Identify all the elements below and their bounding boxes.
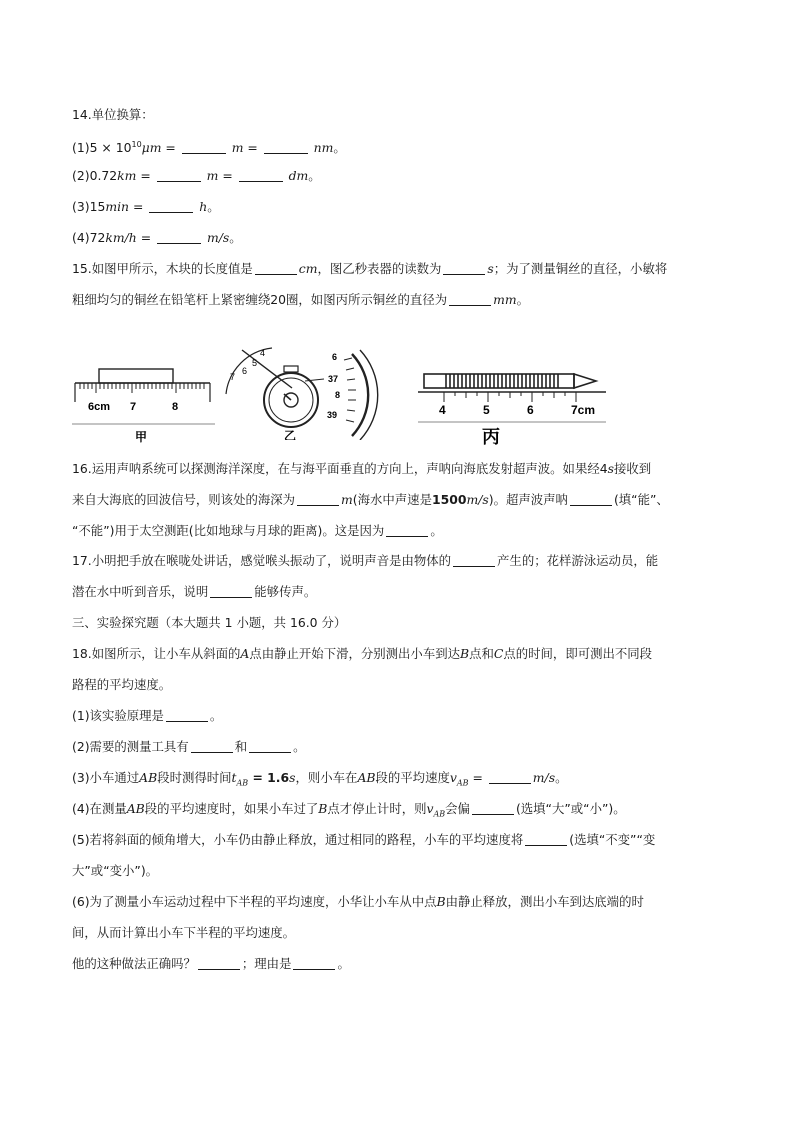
- q14-p2-unit-km: km: [117, 168, 137, 183]
- q18-s3-text-e: 段的平均速度: [375, 770, 450, 785]
- ruler-tick-7: 7: [130, 401, 137, 413]
- q18-s3-end: 。: [555, 770, 568, 785]
- answer-blank[interactable]: [239, 168, 283, 182]
- q18-s1-end: 。: [209, 708, 223, 723]
- q14-p1-eq2: =: [243, 140, 262, 156]
- q18-s1-text: (1)该实验原理是: [72, 708, 164, 723]
- ruler-tick-8: 8: [172, 401, 179, 413]
- stopwatch-figure: [220, 336, 400, 440]
- q14-p2-eq2: =: [218, 168, 237, 183]
- q16-text-2c: )。超声波声呐: [488, 492, 568, 507]
- q18-s4-v-var: v: [426, 801, 434, 816]
- q18-s2-text: (2)需要的测量工具有: [72, 739, 189, 754]
- q18-point-b: B: [460, 646, 470, 661]
- q18-s3-text-b: 段时测得时间: [157, 770, 232, 785]
- answer-blank[interactable]: [264, 140, 308, 154]
- q16-time-unit: s: [607, 461, 614, 476]
- q14-p1-unit-nm: nm: [313, 140, 334, 156]
- q18-s3-t-var: t: [231, 770, 237, 785]
- q15-text-1c: ；为了测量铜丝的直径，小敏将: [493, 261, 668, 276]
- ruler-tick-6cm: 6cm: [88, 401, 111, 413]
- q18-s6-text-b: 由静止释放，测出小车到达底端的时: [445, 894, 644, 909]
- q16-text-1b: 接收到: [613, 461, 652, 476]
- q14-p4-unit-kmh: km/h: [105, 230, 137, 245]
- figure-caption-jia: 甲: [135, 430, 148, 444]
- q18-line2: [72, 676, 171, 694]
- q18-sub6-line3: [72, 955, 350, 973]
- q14-p1-eq1: =: [161, 140, 180, 156]
- q18-sub1: [72, 707, 222, 725]
- q14-p3-expr: 15: [89, 199, 106, 214]
- q14-p4-expr: 72: [89, 230, 106, 245]
- q15-unit-cm: cm: [298, 261, 318, 276]
- q18-s3-time-value: = 1.6: [248, 770, 290, 785]
- q18-sub3: [72, 769, 567, 792]
- stopwatch-sec-8: 8: [335, 390, 341, 400]
- q14-p1-exponent: 10: [131, 140, 142, 149]
- q17-text-1a: 17.小明把手放在喉咙处讲话，感觉喉头振动了，说明声音是由物体的: [72, 553, 452, 568]
- q17-text-2a: 潜在水中听到音乐，说明: [72, 584, 209, 599]
- q16-text-1a: 16.运用声呐系统可以探测海洋深度，在与海平面垂直的方向上，声呐向海底发射超声波。如果经: [72, 461, 600, 476]
- q16-text-2d: (填“能”、: [613, 492, 669, 507]
- q18-s6-text-e: ；理由是: [241, 956, 292, 971]
- answer-blank[interactable]: [489, 770, 531, 784]
- q18-s3-ab: AB: [139, 770, 158, 785]
- stopwatch-min-6: 6: [242, 366, 248, 376]
- q14-part1: [72, 136, 346, 157]
- q18-s4-v-sub: AB: [433, 809, 446, 819]
- stopwatch-sec-37: 37: [328, 374, 339, 384]
- answer-blank[interactable]: [149, 199, 193, 213]
- q18-s6-text-a: (6)为了测量小车运动过程中下半程的平均速度，小华让小车从中点: [72, 894, 437, 909]
- q18-s4-ab: AB: [126, 801, 145, 816]
- q17-line2: [72, 583, 316, 601]
- q14-p4-num: (4): [72, 230, 90, 245]
- q16-unit-m: m: [341, 492, 353, 507]
- q18-s6-end: 。: [337, 956, 350, 971]
- q18-s4-point-b: B: [318, 801, 328, 816]
- q15-figures: [60, 344, 620, 448]
- q18-s4-text-c: 点才停止计时，则: [327, 801, 427, 816]
- pencil-ruler-tick-4: 4: [439, 403, 446, 417]
- q14-p1-expr: 5 × 10: [89, 140, 132, 156]
- q16-line2: [72, 491, 669, 509]
- q18-s3-v-var: v: [449, 770, 457, 785]
- figure-caption-yi: 乙: [284, 429, 297, 440]
- q14-title: [72, 106, 154, 124]
- q18-sub6-line1: [72, 893, 644, 911]
- stopwatch-min-5: 5: [252, 358, 258, 368]
- q18-text-1c: 点和: [469, 646, 494, 661]
- q18-s4-text-d: 会偏: [445, 801, 470, 816]
- q18-s3-t-sub: AB: [236, 778, 249, 788]
- q17-line1: [72, 552, 658, 570]
- q18-sub5-line2: [72, 862, 158, 880]
- q18-text-1d: 点的时间，即可测出不同段: [503, 646, 653, 661]
- pencil-ruler-tick-6: 6: [527, 403, 534, 417]
- q18-text-2: 路程的平均速度。: [72, 677, 172, 692]
- q14-p1-unit-m: m: [231, 140, 244, 156]
- q18-s4-text-b: 段的平均速度时，如果小车过了: [144, 801, 319, 816]
- answer-blank[interactable]: [210, 584, 252, 598]
- q18-s3-ab-2: AB: [357, 770, 376, 785]
- q18-s5-text-a: (5)若将斜面的倾角增大，小车仍由静止释放，通过相同的路程，小车的平均速度将: [72, 832, 524, 847]
- q18-s6-point-b: B: [436, 894, 446, 909]
- q18-s6-text-d: 他的这种做法正确吗？: [72, 956, 196, 971]
- q14-p1-unit-um: μm: [141, 140, 162, 156]
- pencil-ruler-tick-5: 5: [483, 403, 490, 417]
- q14-p3-eq1: =: [129, 199, 148, 214]
- stopwatch-min-4: 4: [260, 348, 266, 358]
- q16-text-3b: 。: [430, 523, 443, 538]
- section-3-title: 三、实验探究题（本大题共 1 小题，共 16.0 分）: [72, 615, 347, 630]
- q14-p3-unit-h: h: [199, 199, 208, 214]
- q17-text-1b: 产生的；花样游泳运动员，能: [497, 553, 659, 568]
- q15-text-2a: 粗细均匀的铜丝在铅笔杆上紧密缠绕20圈，如图丙所示铜丝的直径为: [72, 292, 448, 307]
- q16-speed-unit: m/s: [466, 492, 489, 507]
- q14-p2-unit-dm: dm: [288, 168, 309, 183]
- answer-blank[interactable]: [297, 492, 339, 506]
- q18-s3-unit-ms: m/s: [532, 770, 556, 785]
- answer-blank[interactable]: [198, 956, 240, 970]
- answer-blank[interactable]: [255, 261, 297, 275]
- q14-p3-end: 。: [207, 199, 220, 214]
- q14-p3-unit-min: min: [105, 199, 130, 214]
- q14-title-text: 14.单位换算：: [72, 107, 154, 122]
- answer-blank[interactable]: [386, 523, 428, 537]
- q14-p4-end: 。: [229, 230, 242, 245]
- q18-sub6-line2: [72, 924, 295, 942]
- q15-text-2b: 。: [516, 292, 529, 307]
- q14-part4: [72, 229, 242, 247]
- q18-s3-v-sub: AB: [456, 778, 469, 788]
- q18-sub4: [72, 800, 626, 823]
- pencil-ruler-tick-7cm: 7cm: [571, 403, 596, 417]
- q14-p2-unit-m: m: [206, 168, 219, 183]
- answer-blank[interactable]: [293, 956, 335, 970]
- q14-p1-num: (1): [72, 140, 90, 156]
- q18-s2-end: 。: [293, 739, 306, 754]
- ruler-block-figure: [70, 344, 220, 448]
- q14-p3-num: (3): [72, 199, 90, 214]
- q18-s4-text-a: (4)在测量: [72, 801, 127, 816]
- q18-s4-text-e: (选填“大”或“小”)。: [515, 801, 626, 816]
- q15-line1: [72, 260, 667, 278]
- q14-p4-unit-ms: m/s: [206, 230, 230, 245]
- q18-s3-unit-s: s: [289, 770, 296, 785]
- q18-line1: [72, 645, 652, 663]
- q14-part2: [72, 167, 321, 185]
- answer-blank[interactable]: [182, 140, 226, 154]
- q16-speed-value: 1500: [431, 492, 467, 507]
- q14-part3: [72, 198, 220, 216]
- q14-p2-num: (2): [72, 168, 90, 183]
- q18-s3-text-a: (3)小车通过: [72, 770, 140, 785]
- q18-point-c: C: [493, 646, 504, 661]
- answer-blank[interactable]: [249, 739, 291, 753]
- q16-time-value: 4: [599, 461, 608, 476]
- q18-s3-text-d: ，则小车在: [295, 770, 358, 785]
- section-3-heading: [72, 614, 346, 632]
- q16-line1: [72, 460, 651, 478]
- q14-p2-expr: 0.72: [89, 168, 118, 183]
- q18-sub5-line1: [72, 831, 655, 849]
- answer-blank[interactable]: [472, 801, 514, 815]
- q14-p2-end: 。: [308, 168, 321, 183]
- q14-p2-eq1: =: [136, 168, 155, 183]
- q18-point-a: A: [240, 646, 250, 661]
- answer-blank[interactable]: [166, 708, 208, 722]
- q18-s5-text-c: 大”或“变小”)。: [72, 863, 159, 878]
- stopwatch-sec-39: 39: [327, 410, 338, 420]
- stopwatch-sec-6: 6: [332, 352, 338, 362]
- q18-s6-text-c: 间，从而计算出小车下半程的平均速度。: [72, 925, 296, 940]
- q17-text-2b: 能够传声。: [254, 584, 317, 599]
- q16-text-3a: “不能”)用于太空测距(比如地球与月球的距离)。这是因为: [72, 523, 385, 538]
- answer-blank[interactable]: [157, 230, 201, 244]
- answer-blank[interactable]: [570, 492, 612, 506]
- q18-s3-eq: =: [468, 770, 487, 785]
- pencil-wire-figure: [418, 344, 618, 448]
- q18-sub2: [72, 738, 305, 756]
- answer-blank[interactable]: [157, 168, 201, 182]
- q18-text-1b: 点由静止开始下滑，分别测出小车到达: [249, 646, 460, 661]
- q18-text-1a: 18.如图所示，让小车从斜面的: [72, 646, 241, 661]
- q16-text-2b: (海水中声速是: [352, 492, 432, 507]
- q15-text-1b: ，图乙秒表器的读数为: [317, 261, 442, 276]
- answer-blank[interactable]: [525, 832, 567, 846]
- q14-p4-eq1: =: [136, 230, 156, 245]
- q16-text-2a: 来自大海底的回波信号，则该处的海深为: [72, 492, 296, 507]
- q14-p1-end: 。: [333, 140, 346, 156]
- q15-line2: [72, 291, 529, 309]
- answer-blank[interactable]: [453, 553, 495, 567]
- q18-s5-text-b: (选填“不变”“变: [569, 832, 656, 847]
- q15-text-1a: 15.如图甲所示，木块的长度值是: [72, 261, 253, 276]
- q18-s2-and: 和: [234, 739, 248, 754]
- q16-line3: [72, 522, 443, 540]
- stopwatch-min-7: 7: [230, 372, 236, 382]
- answer-blank[interactable]: [449, 292, 491, 306]
- answer-blank[interactable]: [191, 739, 233, 753]
- q15-unit-mm: mm: [493, 292, 517, 307]
- answer-blank[interactable]: [443, 261, 485, 275]
- q15-unit-s: s: [487, 261, 494, 276]
- figure-caption-bing: 丙: [482, 427, 500, 447]
